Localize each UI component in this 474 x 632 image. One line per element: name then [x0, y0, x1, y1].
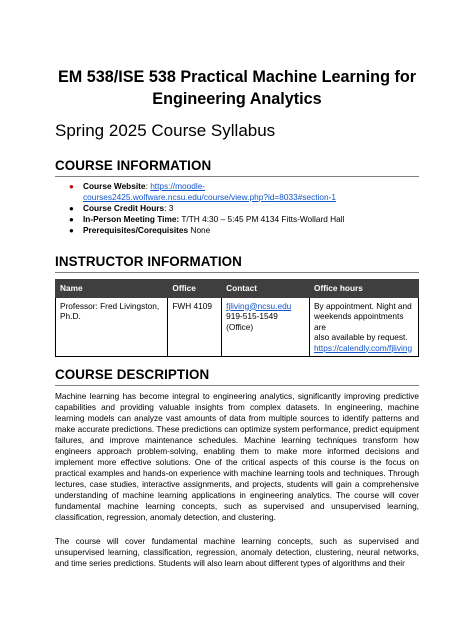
bullet-icon: ●	[69, 182, 74, 191]
contact-cell	[222, 297, 310, 357]
website-colon: :	[145, 181, 151, 191]
website-label: Course Website	[83, 181, 146, 191]
prerequisites-label: Prerequisites/Corequisites	[83, 225, 189, 235]
list-item-meeting-time	[55, 214, 425, 225]
document-title-line-2: Engineering Analytics	[152, 90, 322, 108]
phone-number: 919-515-1549 (Office)	[226, 311, 278, 332]
table-header-row	[56, 280, 419, 298]
list-item-prerequisites	[55, 225, 425, 236]
course-description-heading: COURSE DESCRIPTION	[55, 367, 419, 386]
column-header-contact: Contact	[222, 280, 310, 298]
document-subtitle: Spring 2025 Course Syllabus	[55, 121, 276, 140]
column-header-office-hours: Office hours	[310, 280, 419, 298]
office-cell: FWH 4109	[168, 297, 222, 357]
credit-hours-value: : 3	[164, 203, 174, 213]
credit-hours-label: Course Credit Hours	[83, 203, 165, 213]
office-hours-line-2: weekends appointments are	[314, 311, 404, 332]
document-title	[40, 66, 434, 110]
prerequisites-value: None	[188, 225, 211, 235]
office-hours-cell	[310, 297, 419, 357]
bullet-icon: ●	[69, 204, 74, 213]
email-link[interactable]: fjliving@ncsu.edu	[226, 300, 292, 311]
bullet-icon: ●	[69, 215, 74, 224]
website-link[interactable]: https://moodle-	[150, 181, 206, 191]
course-information-heading: COURSE INFORMATION	[55, 158, 419, 177]
office-hours-line-3: also available by request.	[314, 332, 408, 342]
list-item-website	[55, 181, 425, 203]
course-description-paragraph-1: Machine learning has become integral to engineering analytics, significantly improving predictive capabilities and providing valuable insights from complex datasets. In engineering, machine learning models can analyze vast amounts of data from multiple sources to identify patterns and make accurate predictions. These predictions can optimize system performance, predict equipment failures, and improve maintenance schedules. Machine learning techniques transform how engineers approach problem-solving, enabling them to make more informed decisions and implement more effective solutions. One of the critical aspects of this course is the focus on practical examples and hands-on experience with machine learning tools and techniques. Through lectures, case studies, interactive assignments, and projects, students will gain a comprehensive understanding of machine learning applications in engineering analytics. The course will cover fundamental machine learning concepts, such as supervised and unsupervised learning, classification, regression, anomaly detection, and clustering.	[55, 391, 419, 522]
instructor-name-line-2: Ph.D.	[60, 311, 81, 321]
document-title-line-1: EM 538/ISE 538 Practical Machine Learning for	[57, 68, 417, 86]
calendly-link[interactable]: https://calendly.com/fjliving	[314, 342, 413, 353]
course-description-paragraph-2: The course will cover fundamental machine learning concepts, such as supervised and unsupervised learning, classification, regression, anomaly detection, clustering, neural networks, and time series predictions. Students will also learn about different types of algorithms and their	[55, 536, 419, 568]
bullet-icon: ●	[69, 226, 74, 235]
column-header-office: Office	[168, 280, 222, 298]
course-information-list	[55, 181, 425, 236]
meeting-time-value: T/TH 4:30 – 5:45 PM 4134 Fitts-Wollard Hall	[179, 214, 345, 224]
list-item-credit-hours	[55, 203, 425, 214]
column-header-name: Name	[56, 280, 168, 298]
instructor-name-line-1: Professor: Fred Livingston,	[60, 300, 160, 311]
office-hours-line-1: By appointment. Night and	[314, 300, 412, 311]
instructor-name-cell	[56, 297, 168, 357]
website-link-continued[interactable]: courses2425.wolfware.ncsu.edu/course/view.php?id=8033#section-1	[83, 192, 336, 202]
table-row	[56, 297, 419, 357]
instructor-table	[55, 279, 419, 357]
instructor-information-heading: INSTRUCTOR INFORMATION	[55, 254, 419, 273]
meeting-time-label: In-Person Meeting Time:	[83, 214, 180, 224]
